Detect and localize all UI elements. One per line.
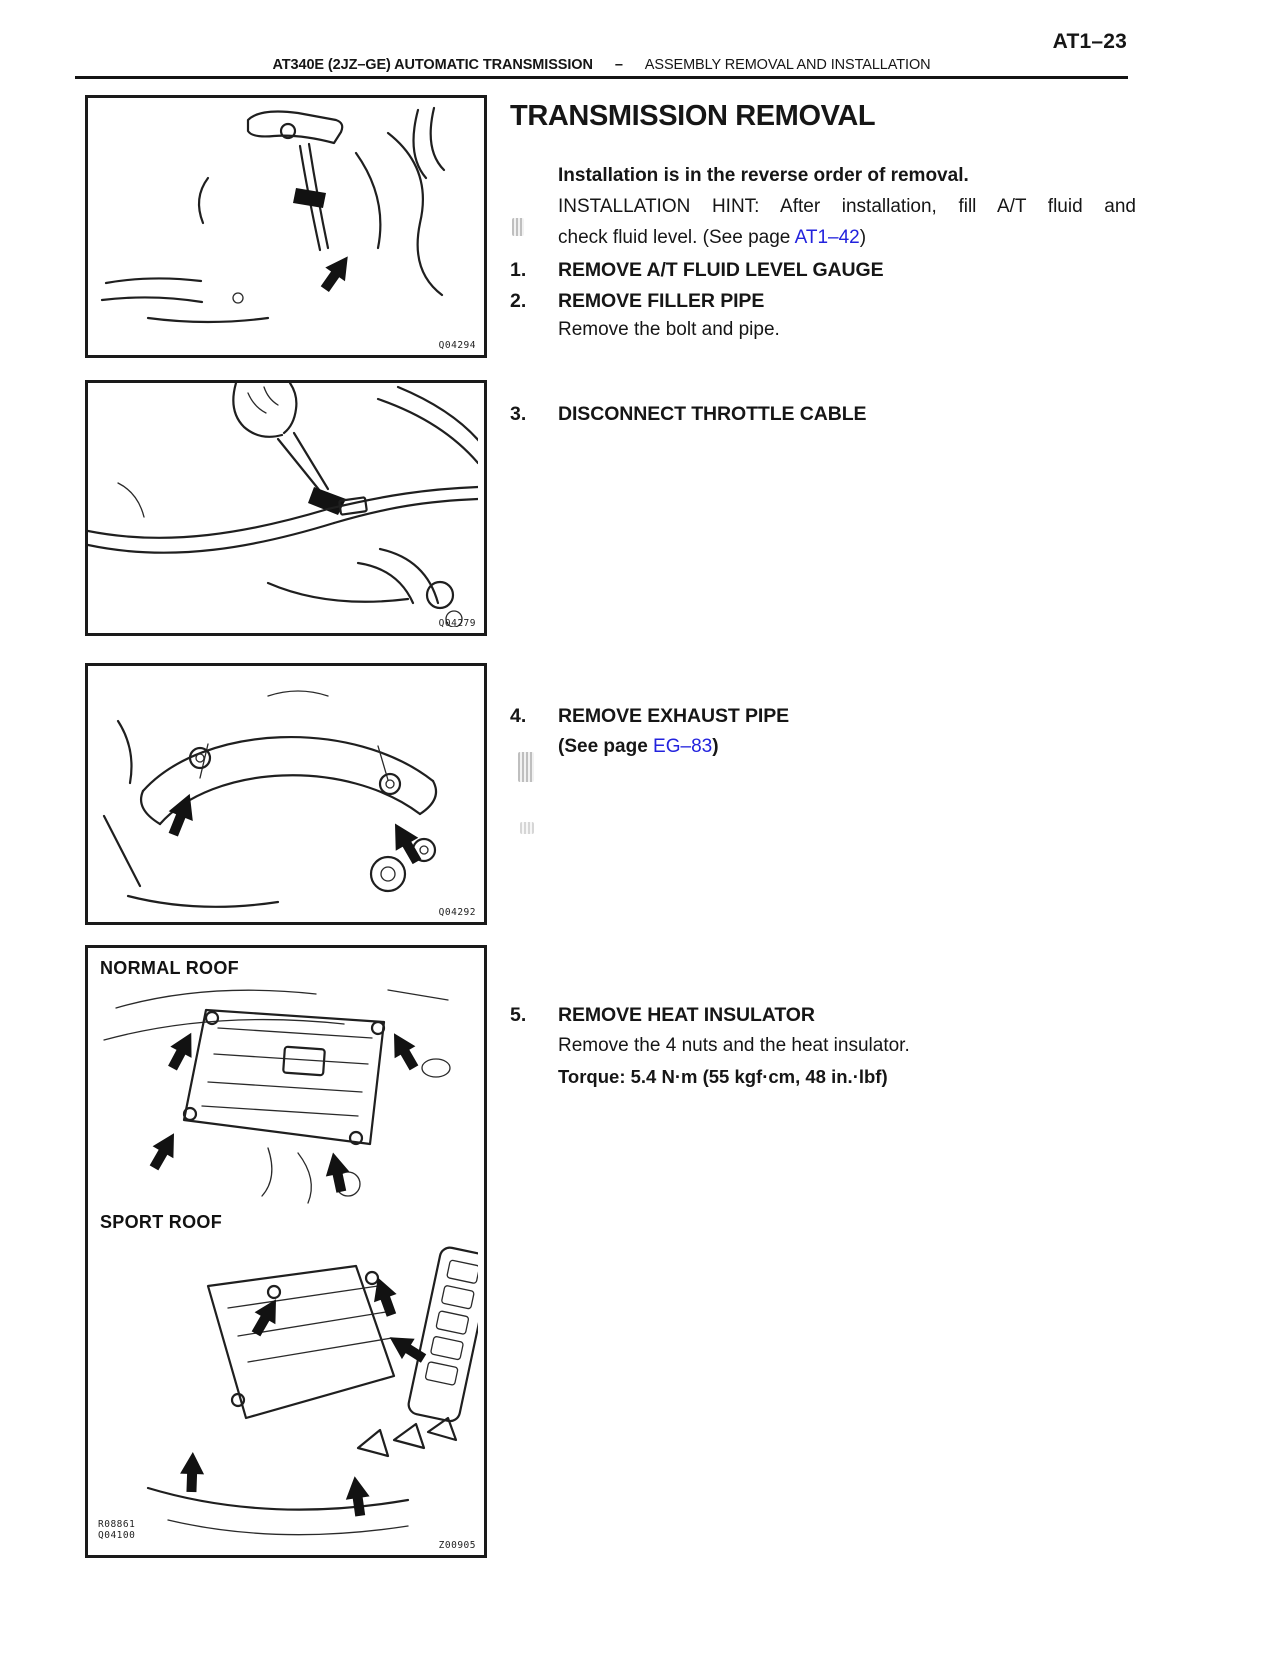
step-2-number: 2. xyxy=(510,290,527,312)
figure-code: Q04294 xyxy=(438,340,476,351)
step-3 xyxy=(510,400,1150,428)
step-3-number: 3. xyxy=(510,403,527,425)
step-1 xyxy=(510,256,1150,284)
step-4-number: 4. xyxy=(510,705,527,727)
figure-heat-insulator xyxy=(85,945,487,1558)
arrow-icon xyxy=(315,249,358,296)
figure-code: Q04279 xyxy=(438,618,476,629)
step-3-heading: DISCONNECT THROTTLE CABLE xyxy=(558,403,867,425)
header-section-title: AT340E (2JZ–GE) AUTOMATIC TRANSMISSION xyxy=(272,57,593,73)
step-1-heading: REMOVE A/T FLUID LEVEL GAUGE xyxy=(558,259,884,281)
intro-hint-line2-post: ) xyxy=(859,227,867,248)
scan-artifact xyxy=(512,218,524,236)
figure-filler-pipe xyxy=(85,95,487,358)
step-5 xyxy=(510,1001,1150,1029)
page-number: AT1–23 xyxy=(1052,30,1127,53)
page-reference-link-at1-42[interactable]: AT1–42 xyxy=(794,227,860,248)
heat-insulator-illustration xyxy=(88,948,478,1549)
figure-code-group xyxy=(98,1519,135,1541)
figure-code: R08861 xyxy=(98,1519,136,1530)
arrow-icon xyxy=(384,1027,425,1074)
arrow-icon xyxy=(162,1027,202,1074)
sport-roof-label: SPORT ROOF xyxy=(100,1212,223,1232)
step-5-torque-spec: Torque: 5.4 N·m (55 kgf·cm, 48 in.·lbf) xyxy=(558,1066,888,1087)
normal-roof-label: NORMAL ROOF xyxy=(100,958,239,978)
header-separator: – xyxy=(614,57,623,73)
header-subsection-title: ASSEMBLY REMOVAL AND INSTALLATION xyxy=(644,57,931,73)
step-5-body: Remove the 4 nuts and the heat insulator. xyxy=(558,1035,910,1056)
intro-hint-line2 xyxy=(558,222,1136,253)
figure-exhaust-pipe xyxy=(85,663,487,925)
filler-pipe-illustration xyxy=(88,98,478,349)
arrow-icon xyxy=(179,1452,204,1493)
step-4-see-page xyxy=(558,733,719,761)
step-2-body: Remove the bolt and pipe. xyxy=(558,319,780,340)
step-4-see-pre: (See page xyxy=(558,736,654,757)
running-header xyxy=(75,57,1128,73)
throttle-cable-illustration xyxy=(88,383,478,627)
figure-code: Q04292 xyxy=(438,907,476,918)
step-5-number: 5. xyxy=(510,1004,527,1026)
step-1-number: 1. xyxy=(510,259,527,281)
step-4-heading: REMOVE EXHAUST PIPE xyxy=(558,705,790,727)
arrow-icon xyxy=(343,1475,372,1518)
figure-code: Q04100 xyxy=(98,1530,136,1541)
figure-throttle-cable xyxy=(85,380,487,636)
intro-hint-line1: INSTALLATION HINT: After installation, fill A/T fluid and xyxy=(558,196,1136,217)
header-rule xyxy=(75,76,1128,79)
arrow-icon xyxy=(144,1127,185,1174)
step-2 xyxy=(510,287,1150,315)
intro-paragraph xyxy=(558,160,1136,253)
step-5-heading: REMOVE HEAT INSULATOR xyxy=(558,1004,815,1026)
step-4 xyxy=(510,702,1150,730)
intro-hint-line2-pre: check fluid level. (See page xyxy=(558,227,795,248)
page-title: TRANSMISSION REMOVAL xyxy=(510,100,876,132)
page-reference-link-eg-83[interactable]: EG–83 xyxy=(653,736,713,757)
intro-reverse-note: Installation is in the reverse order of removal. xyxy=(558,165,969,186)
step-2-heading: REMOVE FILLER PIPE xyxy=(558,290,765,312)
exhaust-pipe-illustration xyxy=(88,666,478,916)
figure-code: Z00905 xyxy=(438,1540,476,1551)
scan-artifact xyxy=(520,822,534,834)
step-4-see-post: ) xyxy=(712,736,719,757)
scan-artifact xyxy=(518,752,534,782)
